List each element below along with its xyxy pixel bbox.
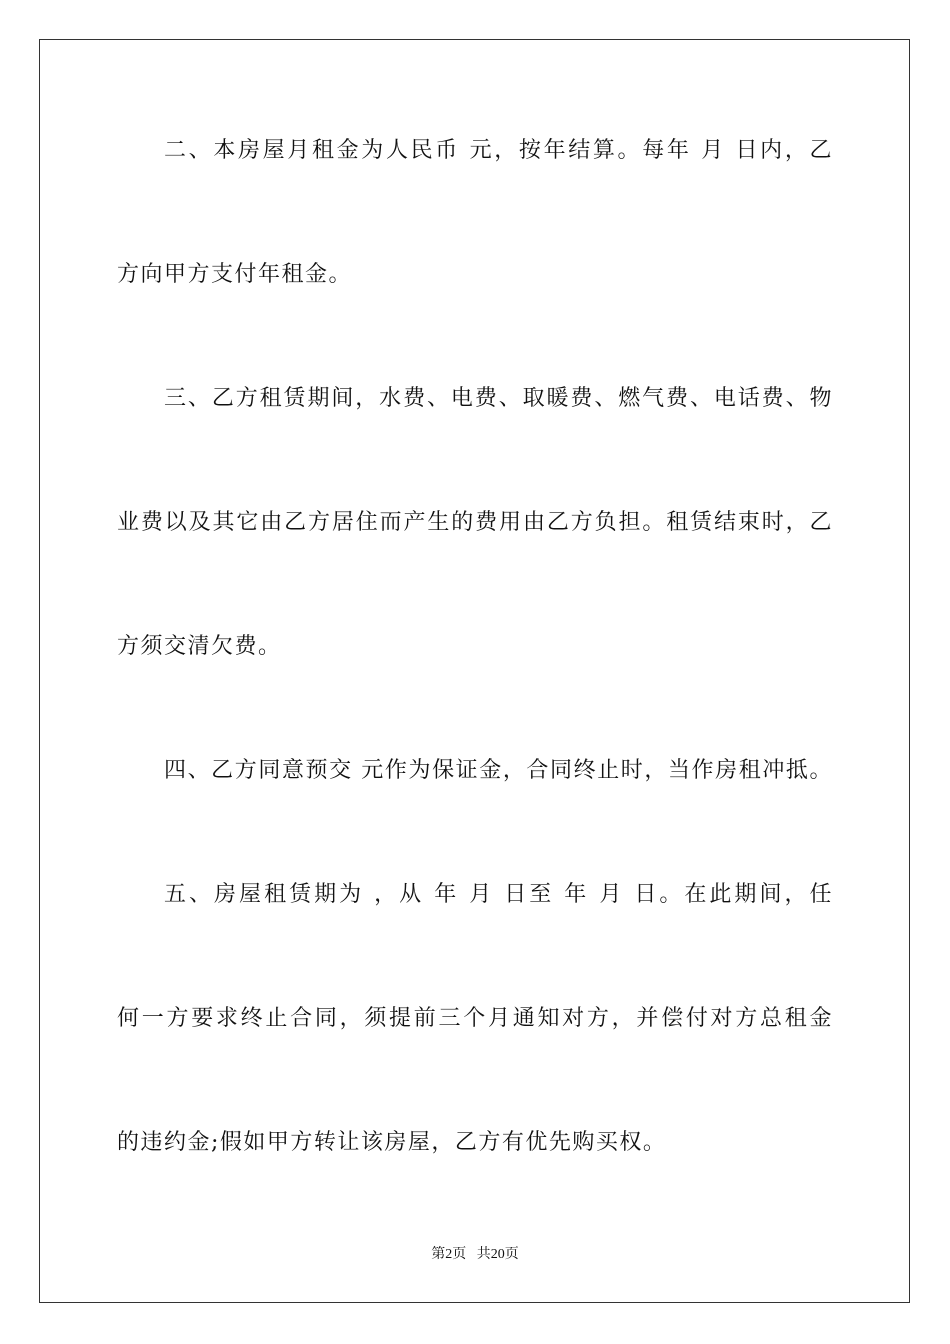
clause-3-line-1: 三、乙方租赁期间，水费、电费、取暖费、燃气费、电话费、物	[164, 386, 833, 411]
clause-5-line-2: 何一方要求终止合同，须提前三个月通知对方，并偿付对方总租金	[117, 1006, 833, 1031]
page-border	[39, 39, 910, 1303]
clause-3-line-3: 方须交清欠费。	[117, 634, 282, 659]
clause-5-line-1: 五、房屋租赁期为 ，从 年 月 日至 年 月 日。在此期间，任	[164, 882, 833, 907]
clause-3-line-2: 业费以及其它由乙方居住而产生的费用由乙方负担。租赁结束时，乙	[117, 510, 833, 535]
clause-2-line-2: 方向甲方支付年租金。	[117, 262, 353, 287]
clause-4-line-1: 四、乙方同意预交 元作为保证金，合同终止时，当作房租冲抵。	[164, 758, 833, 783]
clause-5-line-3: 的违约金;假如甲方转让该房屋，乙方有优先购买权。	[117, 1130, 667, 1155]
clause-2-line-1: 二、本房屋月租金为人民币 元，按年结算。每年 月 日内，乙	[164, 138, 833, 163]
page-number-footer: 第2页 共20页	[431, 1247, 519, 1262]
